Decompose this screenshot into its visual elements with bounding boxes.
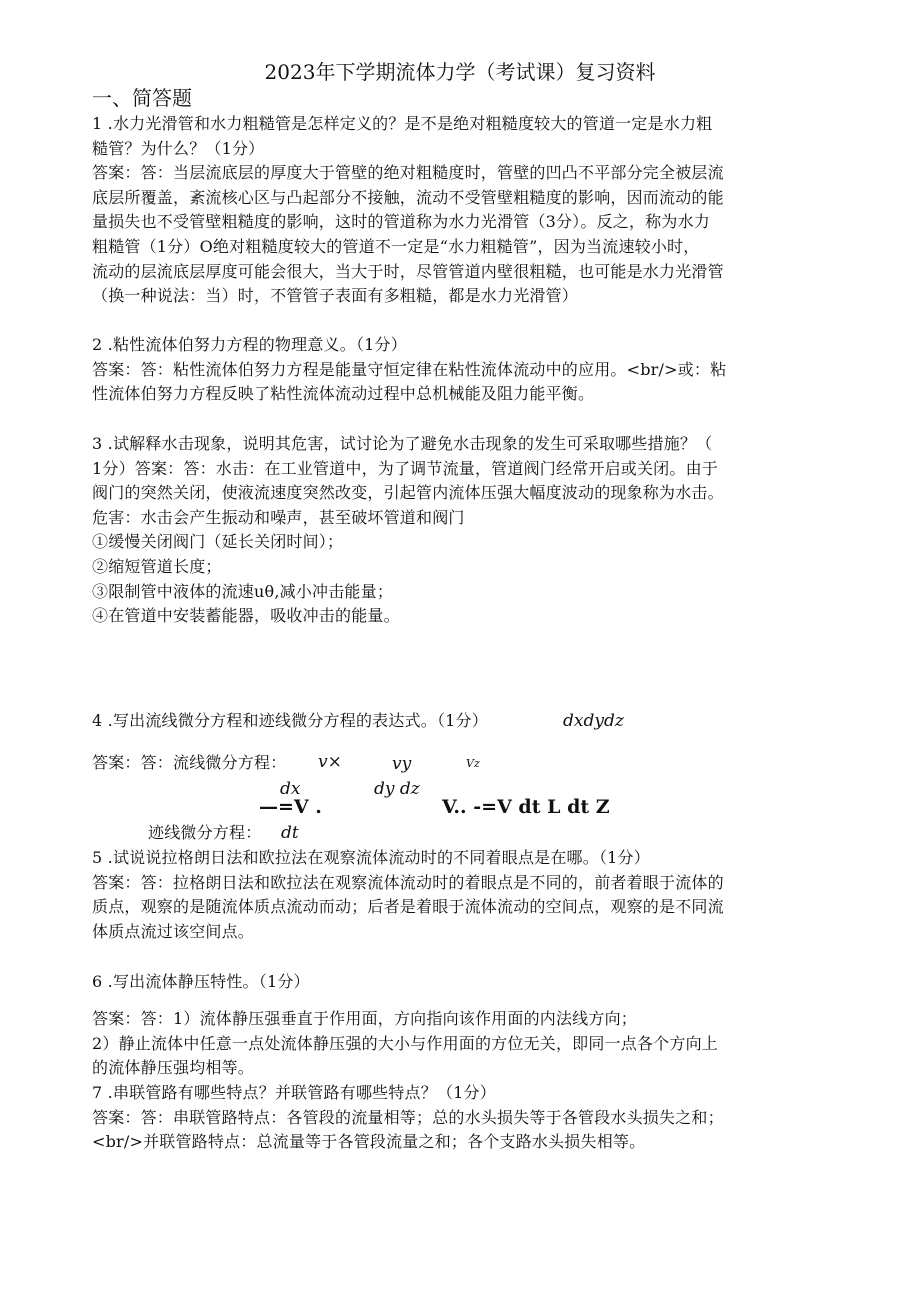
text-line: ①缓慢关闭阀门（延长关闭时间）； — [92, 532, 344, 552]
formula-vy: vy — [392, 754, 412, 774]
question-2 — [92, 333, 822, 407]
formula-dt: dt — [281, 823, 299, 843]
trace-label — [148, 821, 288, 846]
text-line: 粗糙管（1分）O绝对粗糙度较大的管道不一定是“水力粗糙管”，因为当流速较小时， — [92, 236, 700, 256]
formula-vx: v× — [318, 752, 342, 772]
text-line: <br/>并联管路特点：总流量等于各管段流量之和；各个支路水头损失相等。 — [92, 1132, 646, 1152]
text-line: 3 .试解释水击现象，说明其危害，试讨论为了避免水击现象的发生可采取哪些措施？（ — [92, 434, 713, 453]
text-line: 1分）答案：答：水击：在工业管道中，为了调节流量，管道阀门经常开启或关闭。由于 — [92, 458, 718, 478]
formula-rest: V.. -=V dt L dt Z — [442, 796, 610, 818]
formula-eq-v: —=V . — [259, 796, 322, 818]
text-line: 4 .写出流线微分方程和迹线微分方程的表达式。（1分） — [92, 711, 488, 730]
question-5 — [92, 846, 822, 944]
question-6 — [92, 970, 822, 995]
text-line: ④在管道中安装蓄能器，吸收冲击的能量。 — [92, 606, 400, 626]
question-1 — [92, 112, 822, 309]
text-line: ②缩短管道长度； — [92, 556, 222, 576]
text-line: 阀门的突然关闭，使液流速度突然改变，引起管内流体压强大幅度波动的现象称为水击。 — [92, 483, 724, 503]
formula-tail: dxdydz — [563, 711, 624, 731]
question-6-answer — [92, 1007, 822, 1081]
section-heading: 一、简答题 — [92, 86, 192, 110]
text-line: 5 .试说说拉格朗日法和欧拉法在观察流体流动时的不同着眼点是在哪。（1分） — [92, 848, 650, 867]
text-line: 迹线微分方程： — [148, 823, 262, 842]
text-line: 7 .串联管路有哪些特点？并联管路有哪些特点？（1分） — [92, 1083, 496, 1102]
question-7 — [92, 1081, 822, 1155]
text-line: ③限制管中液体的流速uθ,减小冲击能量； — [92, 581, 394, 601]
question-3 — [92, 432, 822, 629]
text-line: 答案：答：1）流体静压强垂直于作用面，方向指向该作用面的内法线方向； — [92, 1009, 637, 1028]
text-line: 底层所覆盖，紊流核心区与凸起部分不接触，流动不受管壁粗糙度的影响，因而流动的能 — [92, 187, 724, 207]
formula-vz: Vz — [466, 757, 480, 770]
page-title: 2023年下学期流体力学（考试课）复习资料 — [264, 60, 656, 84]
formula-dx: dx — [280, 779, 301, 799]
text-line: 2 .粘性流体伯努力方程的物理意义。（1分） — [92, 335, 407, 354]
text-line: 答案：答：拉格朗日法和欧拉法在观察流体流动时的着眼点是不同的，前者着眼于流体的 — [92, 872, 724, 892]
text-line: 危害：水击会产生振动和噪声，甚至破坏管道和阀门 — [92, 507, 465, 527]
text-line: 答案：答：当层流底层的厚度大于管壁的绝对粗糙度时，管壁的凹凸不平部分完全被层流 — [92, 163, 724, 183]
text-line: 答案：答：串联管路特点：各管段的流量相等；总的水头损失等于各管段水头损失之和； — [92, 1107, 724, 1127]
text-line: 6 .写出流体静压特性。（1分） — [92, 972, 310, 991]
text-line: 质点，观察的是随流体质点流动而动；后者是着眼于流体流动的空间点，观察的是不同流 — [92, 897, 724, 917]
text-line: 流动的层流底层厚度可能会很大，当大于时，尽管管道内壁很粗糙，也可能是水力光滑管 — [92, 261, 724, 281]
question-4 — [92, 709, 612, 734]
text-line: 的流体静压强均相等。 — [92, 1058, 255, 1078]
text-line: 体质点流过该空间点。 — [92, 921, 255, 941]
text-line: 2）静止流体中任意一点处流体静压强的大小与作用面的方位无关，即同一点各个方向上 — [92, 1033, 718, 1053]
text-line: （换一种说法：当）时，不管管子表面有多粗糙，都是水力光滑管） — [92, 286, 579, 306]
text-line: 性流体伯努力方程反映了粘性流体流动过程中总机械能及阻力能平衡。 — [92, 384, 595, 404]
text-line: 1 .水力光滑管和水力粗糙管是怎样定义的？是不是绝对粗糙度较大的管道一定是水力粗 — [92, 114, 713, 133]
formula-dydz: dy dz — [374, 779, 420, 799]
answer-lead — [92, 751, 292, 776]
text-line: 量损失也不受管壁粗糙度的影响，这时的管道称为水力光滑管（3分）。反之，称为水力 — [92, 212, 710, 232]
text-line: 糙管？为什么？（1分） — [92, 138, 265, 158]
text-line: 答案：答：粘性流体伯努力方程是能量守恒定律在粘性流体流动中的应用。<br/>或：粘 — [92, 359, 727, 379]
text-line: 答案：答：流线微分方程： — [92, 753, 287, 772]
